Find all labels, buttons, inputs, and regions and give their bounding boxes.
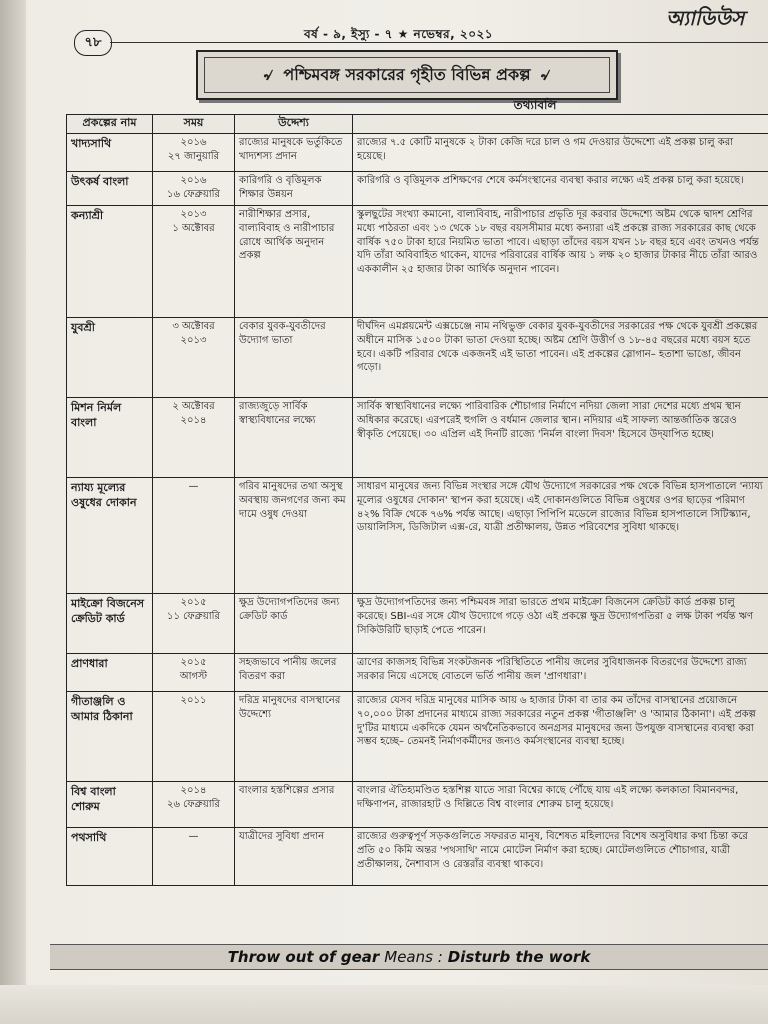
table-row xyxy=(67,398,768,478)
scheme-purpose: রাজ্যজুড়ে সার্বিক স্বাস্থ্যবিধানের লক্ষ্যে xyxy=(235,398,353,478)
footer-idiom-bar xyxy=(50,944,768,970)
scheme-date: ২০১৬ ১৬ ফেব্রুয়ারি xyxy=(153,172,235,206)
notes-heading: তথ্যাবলি xyxy=(513,98,557,112)
col-header-purpose: উদ্দেশ্য xyxy=(235,115,353,134)
scheme-purpose: গরিব মানুষদের তথা অসুস্থ অবস্থায় জনগণের জন্য কম দামে ওষুধ দেওয়া xyxy=(235,478,353,594)
scheme-name: কন্যাশ্রী xyxy=(67,206,153,318)
scheme-purpose: বেকার যুবক-যুবতীদের উদ্যোগ ভাতা xyxy=(235,318,353,398)
page-title: পশ্চিমবঙ্গ সরকারের গৃহীত বিভিন্ন প্রকল্প xyxy=(283,64,531,84)
scheme-name: মাইক্রো বিজনেস ক্রেডিট কার্ড xyxy=(67,594,153,654)
scheme-details: সাধারণ মানুষের জন্য বিভিন্ন সংস্থার সঙ্গে যৌথ উদ্যোগে সরকারের পক্ষ থেকে বিভিন্ন হাসপাতালে 'ন্যায্য মূল্যের ওষুধের দোকান' স্থাপন করা হয়েছে। এই দোকানগুলিতে বিভিন্ন ওষুধের ওপর ছাড়ের পরিমাণ ৪২% বিক্রি থেকে ৭৬% পর্যন্ত আছে। এছাড়া পিপিপি মডেলে রাজ্যের বিভিন্ন হাসপাতালে সিটিস্ক্যান, ডায়ালিসিস, ডিজিটাল এক্স-রে, যাত্রী প্রতীক্ষালয়, উন্নত পরিবেশের সুবিধা থাকছে। xyxy=(353,478,768,594)
table-row xyxy=(67,172,768,206)
scheme-purpose: ক্ষুদ্র উদ্যোগপতিদের জন্য ক্রেডিট কার্ড xyxy=(235,594,353,654)
scheme-name: প্রাণধারা xyxy=(67,654,153,692)
scheme-purpose: রাজ্যের মানুষকে ভর্তুকিতে খাদ্যশস্য প্রদান xyxy=(235,134,353,172)
table-row xyxy=(67,594,768,654)
scheme-name: যুবশ্রী xyxy=(67,318,153,398)
scheme-details: রাজ্যের গুরুত্বপূর্ণ সড়কগুলিতে সফররত মানুষ, বিশেষত মহিলাদের বিশেষ অসুবিধার কথা চিন্তা করে প্রতি ৫০ কিমি অন্তর 'পথসাথি' নামে মোটেল নির্মাণ করা হচ্ছে। মোটেলগুলিতে শৌচাগার, যাত্রী প্রতীক্ষালয়, নৈশাবাস ও রেস্তরাঁর ব্যবস্থা থাকবে। xyxy=(353,828,768,886)
scheme-details: ক্ষুদ্র উদ্যোগপতিদের জন্য পশ্চিমবঙ্গ সারা ভারতে প্রথম মাইক্রো বিজনেস ক্রেডিট কার্ড প্রকল্প চালু করেছে। SBI-এর সঙ্গে যৌথ উদ্যোগে গড়ে ওঠা এই প্রকল্পে ক্ষুদ্র উদ্যোগপতিরা ৫ লক্ষ টাকা পর্যন্ত ঋণ সিকিউরিটি ছাড়াই পেতে পারেন। xyxy=(353,594,768,654)
table-row xyxy=(67,654,768,692)
table-row xyxy=(67,478,768,594)
table-row xyxy=(67,134,768,172)
scheme-details: বাংলার ঐতিহ্যমণ্ডিত হস্তশিল্প যাতে সারা বিশ্বের কাছে পৌঁছে যায় এই লক্ষ্যে কলকাতা বিমানবন্দর, দক্ষিণাপন, রাজারহাট ও দিল্লিতে বিশ্ব বাংলার শোরুম চালু হয়েছে। xyxy=(353,782,768,828)
scheme-name: উৎকর্ষ বাংলা xyxy=(67,172,153,206)
schemes-table xyxy=(66,114,768,886)
table-row xyxy=(67,318,768,398)
table-row xyxy=(67,828,768,886)
table-body xyxy=(67,134,768,886)
scheme-date: ২০১৬ ২৭ জানুয়ারি xyxy=(153,134,235,172)
table-header-row xyxy=(67,115,768,134)
scheme-date: ২০১৫ ১১ ফেব্রুয়ারি xyxy=(153,594,235,654)
title-banner xyxy=(196,50,618,100)
scheme-details: ত্রাণের কাজসহ বিভিন্ন সংকটজনক পরিস্থিতিতে পানীয় জলের সুবিধাজনক বিতরণের উদ্দেশ্যে রাজ্য সরকার নিয়ে এসেছে বোতলে ভর্তি পানীয় জল 'প্রাণধারা'। xyxy=(353,654,768,692)
scheme-details: রাজ্যের যেসব দরিদ্র মানুষের মাসিক আয় ৬ হাজার টাকা বা তার কম তাঁদের বাসস্থানের প্রয়োজনে ৭০,০০০ টাকা প্রদানের মাধ্যমে রাজ্য সরকারের নতুন প্রকল্প 'গীতাঞ্জলি' ও 'আমার ঠিকানা'। এই প্রকল্প দু'টির মাধ্যমে একদিকে যেমন অর্থনৈতিকভাবে অনগ্রসর মানুষদের জন্য উপযুক্ত বাসস্থানের ব্যবস্থা করা সম্ভব হচ্ছে– তেমনই নির্মাণকর্মীদের জন্যও কর্মসংস্থানের ব্যবস্থা হচ্ছে। xyxy=(353,692,768,782)
idiom-means-label: Means : xyxy=(384,948,443,966)
col-header-details xyxy=(353,115,768,134)
scheme-name: মিশন নির্মল বাংলা xyxy=(67,398,153,478)
table-row xyxy=(67,692,768,782)
scheme-date: ৩ অক্টোবর ২০১৩ xyxy=(153,318,235,398)
title-frame xyxy=(204,57,610,93)
scheme-date: — xyxy=(153,478,235,594)
idiom-meaning: Disturb the work xyxy=(447,948,591,966)
scheme-details: সার্বিক স্বাস্থ্যবিধানের লক্ষ্যে পারিবারিক শৌচাগার নির্মাণে নদিয়া জেলা সারা দেশের মধ্যে প্রথম স্থান অধিকার করেছে। এরপরেই হুগলি ও বর্ধমান জেলার স্থান। নদিয়ার এই সাফল্য আন্তর্জাতিক স্তরেও স্বীকৃতি পেয়েছে। ৩০ এপ্রিল এই দিনটি রাজ্যে 'নির্মল বাংলা দিবস' হিসেবে উদ্‌যাপিত হচ্ছে। xyxy=(353,398,768,478)
scheme-details: দীর্ঘদিন এমপ্লয়মেন্ট এক্সচেঞ্জে নাম নথিভুক্ত বেকার যুবক-যুবতীদের সরকারের পক্ষ থেকে যুবশ্রী প্রকল্পের অধীনে মাসিক ১৫০০ টাকা ভাতা দেওয়া হচ্ছে। অষ্টম শ্রেণি উত্তীর্ণ ও ১৮-৪৫ বছরের মধ্যে বয়স হতে হবে। একটি পরিবার থেকে একজনই এই ভাতা পাবেন। এই প্রকল্পের স্লোগান– হতাশা ভাঙো, জীবন গড়ো। xyxy=(353,318,768,398)
scheme-purpose: নারীশিক্ষার প্রসার, বাল্যবিবাহ ও নারীপাচার রোধে আর্থিক অনুদান প্রকল্প xyxy=(235,206,353,318)
page-fold-shadow xyxy=(0,0,26,1024)
left-ornament-icon: ৵ xyxy=(263,64,274,84)
table-row xyxy=(67,782,768,828)
right-ornament-icon: ৵ xyxy=(540,64,551,84)
page-number: ৭৮ xyxy=(74,30,112,56)
brand-logo: অ্যাডিউস xyxy=(666,6,745,30)
scheme-details: রাজ্যের ৭.৫ কোটি মানুষকে ২ টাকা কেজি দরে চাল ও গম দেওয়ার উদ্দেশ্যে এই প্রকল্প চালু করা হয়েছে। xyxy=(353,134,768,172)
table-row xyxy=(67,206,768,318)
col-header-name: প্রকল্পের নাম xyxy=(67,115,153,134)
issue-line: বর্ষ - ৯, ইস্যু - ৭ ★ নভেম্বর, ২০২১ xyxy=(304,27,494,41)
scheme-purpose: দরিদ্র মানুষদের বাসস্থানের উদ্দেশ্যে xyxy=(235,692,353,782)
scheme-name: খাদ্যসাথি xyxy=(67,134,153,172)
scheme-date: ২০১৪ ২৬ ফেব্রুয়ারি xyxy=(153,782,235,828)
scheme-name: ন্যায্য মূল্যের ওষুধের দোকান xyxy=(67,478,153,594)
scheme-purpose: বাংলার হস্তশিল্পের প্রসার xyxy=(235,782,353,828)
scheme-details: স্কুলছুটের সংখ্যা কমানো, বাল্যবিবাহ, নারীপাচার প্রভৃতি দূর করবার উদ্দেশ্যে অষ্টম থেকে দ্বাদশ শ্রেণির মধ্যে পাঠরতা এবং ১৩ থেকে ১৮ বছর বয়সসীমার মধ্যে কন্যারা এই প্রকল্পে রাজ্য সরকারের কাছ থেকে বার্ষিক ৭৫০ টাকা হারে নিয়মিত ভাতা পাবে। এছাড়া তাঁদের বয়স যখন ১৮ বছর হবে এবং তখনও পর্যন্ত যদি তাঁরা অবিবাহিত থাকেন, যাদের পরিবারের বার্ষিক আয় ১ লক্ষ ২০ হাজার টাকার নীচে তাঁরা আরও এককালীন ২৫ হাজার টাকা আর্থিক অনুদান পাবেন। xyxy=(353,206,768,318)
scheme-name: বিশ্ব বাংলা শোরুম xyxy=(67,782,153,828)
col-header-time: সময় xyxy=(153,115,235,134)
scheme-details: কারিগরি ও বৃত্তিমূলক প্রশিক্ষণের শেষে কর্মসংস্থানের ব্যবস্থা করার লক্ষ্যে এই প্রকল্প চালু করা হয়েছে। xyxy=(353,172,768,206)
scheme-date: — xyxy=(153,828,235,886)
scheme-name: পথসাথি xyxy=(67,828,153,886)
scheme-date: ২ অক্টোবর ২০১৪ xyxy=(153,398,235,478)
scheme-date: ২০১৩ ১ অক্টোবর xyxy=(153,206,235,318)
scheme-name: গীতাঞ্জলি ও আমার ঠিকানা xyxy=(67,692,153,782)
scheme-purpose: কারিগরি ও বৃত্তিমূলক শিক্ষার উন্নয়ন xyxy=(235,172,353,206)
scheme-date: ২০১৫ আগস্ট xyxy=(153,654,235,692)
scheme-purpose: সহজভাবে পানীয় জলের বিতরণ করা xyxy=(235,654,353,692)
scheme-date: ২০১১ xyxy=(153,692,235,782)
idiom-phrase: Throw out of gear xyxy=(227,948,380,966)
bottom-margin xyxy=(0,985,768,1024)
scheme-purpose: যাত্রীদের সুবিধা প্রদান xyxy=(235,828,353,886)
